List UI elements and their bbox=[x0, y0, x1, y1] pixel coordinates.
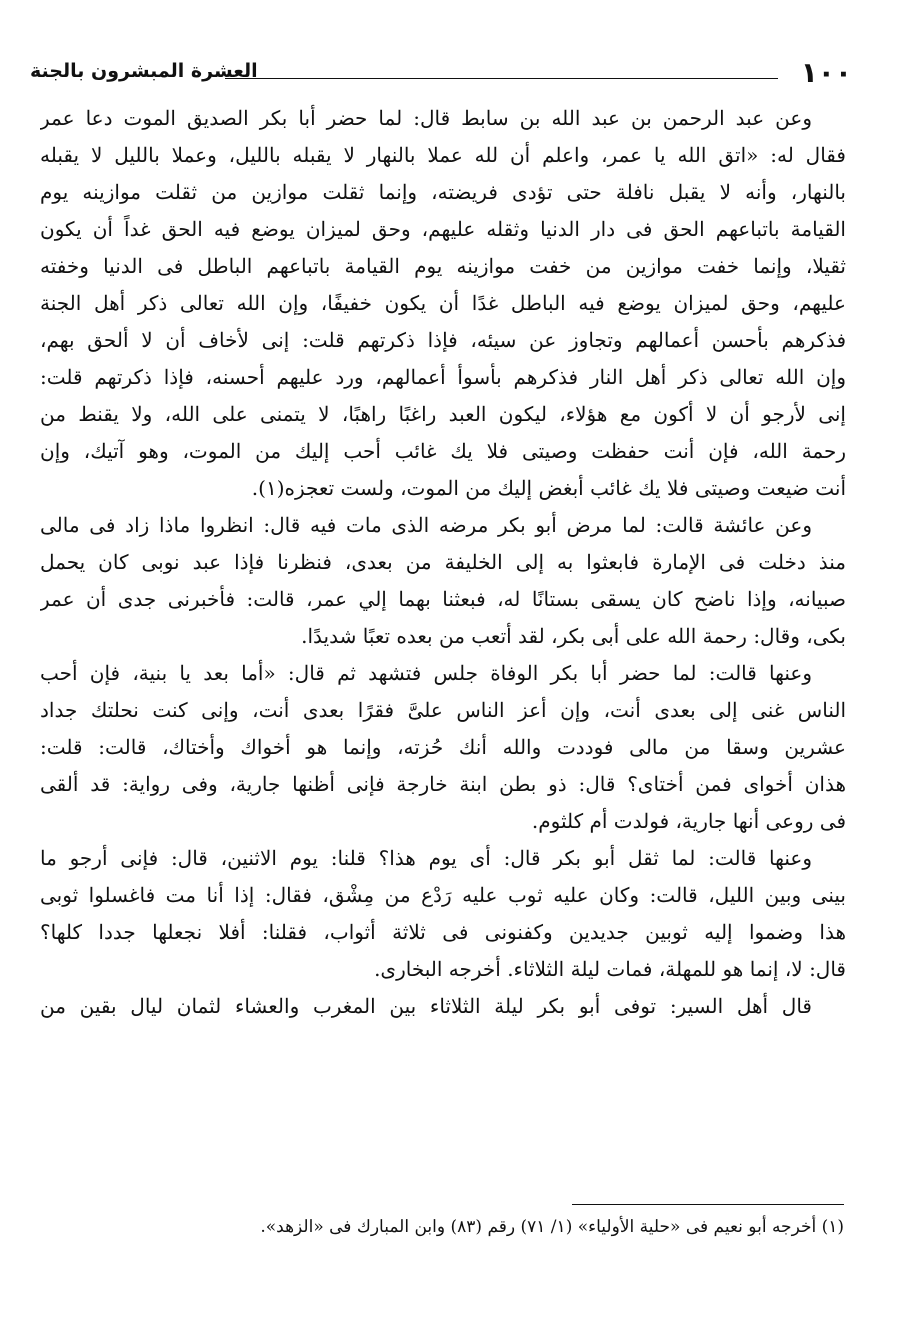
text-line: عليهم، وحق لميزان يوضع فيه الباطل غدًا أن يكون خفيفًا، وإن الله تعالى ذكر أهل الجنة bbox=[40, 291, 846, 315]
text-line: وعن عائشة قالت: لما مرض أبو بكر مرضه الذى مات فيه قال: انظروا ماذا زاد فى مالى bbox=[40, 513, 812, 537]
text-line: ثقيلا، وإنما خفت موازين من خفت موازينه يوم القيامة باتباعهم الباطل فى الدنيا وخفته bbox=[40, 254, 846, 278]
text-line: بكى، وقال: رحمة الله على أبى بكر، لقد أتعب من بعده تعبًا شديدًا. bbox=[301, 624, 846, 648]
text-line: وإن الله تعالى ذكر أهل النار فذكرهم بأسوأ أعمالهم، ورد عليهم أحسنه، فإذا ذكرتهم قلت: bbox=[40, 365, 846, 389]
page-number: ١٠٠ bbox=[800, 56, 852, 89]
text-line: وعن عبد الرحمن بن عبد الله بن سابط قال: لما حضر أبا بكر الصديق الموت دعا عمر bbox=[40, 106, 812, 130]
text-line: الناس غنى إلى بعدى أنت، وإن أعز الناس علىَّ فقرًا بعدى أنت، وإنى كنت نحلتك جداد bbox=[40, 698, 846, 722]
text-line: وعنها قالت: لما ثقل أبو بكر قال: أى يوم هذا؟ قلنا: يوم الاثنين، قال: فإنى أرجو ما bbox=[40, 846, 812, 870]
text-line: قال أهل السير: توفى أبو بكر ليلة الثلاثاء بين المغرب والعشاء لثمان ليال بقين من bbox=[40, 994, 812, 1018]
text-line: فذكرهم بأحسن أعمالهم وتجاوز عن سيئه، فإذا ذكرتهم قلت: إنى لأخاف أن لا ألحق بهم، bbox=[40, 328, 846, 352]
text-line: فقال له: «اتق الله يا عمر، واعلم أن لله عملا بالنهار لا يقبله بالليل، وعملا بالليل لا يقبله bbox=[40, 143, 846, 167]
footnote: (١) أخرجه أبو نعيم فى «حلية الأولياء» (١/ ٧١) رقم (٨٣) وابن المبارك فى «الزهد». bbox=[260, 1217, 844, 1237]
footnote-rule bbox=[572, 1204, 844, 1205]
text-line: أنت ضيعت وصيتى فلا يك غائب أبغض إليك من الموت، ولست تعجزه(١). bbox=[251, 476, 846, 500]
page-header bbox=[30, 56, 852, 96]
header-rule bbox=[225, 78, 778, 79]
text-line: عشرين وسقا من مالى فوددت والله أنك حُزته، وإنما هو أخواك وأختاك، قالت: قلت: bbox=[40, 735, 846, 759]
text-line: وعنها قالت: لما حضر أبا بكر الوفاة جلس فتشهد ثم قال: «أما بعد يا بنية، فإن أحب bbox=[40, 661, 812, 685]
text-line: القيامة باتباعهم الحق فى دار الدنيا وثقله عليهم، وحق لميزان يوضع فيه الحق غداً أن يكون bbox=[40, 217, 846, 241]
text-line: هذان أخواى فمن أختاى؟ قال: ذو بطن ابنة خارجة فإنى أظنها جارية، وفى رواية: قد ألقى bbox=[40, 772, 846, 796]
text-line: بالنهار، وأنه لا يقبل نافلة حتى تؤدى فريضته، وإنما ثقلت موازين من ثقلت موازينه يوم bbox=[40, 180, 846, 204]
text-line: قال: لا، إنما هو للمهلة، فمات ليلة الثلاثاء. أخرجه البخارى. bbox=[374, 957, 846, 981]
text-line: فى روعى أنها جارية، فولدت أم كلثوم. bbox=[531, 809, 846, 833]
text-line: صبيانه، وإذا ناضح كان يسقى بستانًا له، فبعثنا بهما إلي عمر، قالت: فأخبرنى جدى أن عمر bbox=[40, 587, 846, 611]
body-text bbox=[40, 100, 846, 1025]
text-line: رحمة الله، فإن أنت حفظت وصيتى فلا يك غائب أحب إليك من الموت، وهو آتيك، وإن bbox=[40, 439, 846, 463]
text-line: إنى لأرجو أن لا أكون مع هؤلاء، ليكون العبد راغبًا راهبًا، لا يتمنى على الله، ولا يقنط من bbox=[40, 402, 846, 426]
running-title: العشرة المبشرون بالجنة bbox=[30, 60, 258, 82]
text-line: هذا وضموا إليه ثوبين جديدين وكفنونى فى ثلاثة أثواب، فقلنا: أفلا نجعلها جددا كلها؟ bbox=[40, 920, 846, 944]
text-line: بينى وبين الليل، قالت: وكان عليه ثوب عليه رَدْع من مِشْق، فقال: إذا أنا مت فاغسلوا ثوبى bbox=[40, 883, 846, 907]
text-line: منذ دخلت فى الإمارة فابعثوا به إلى الخليفة من بعدى، فنظرنا فإذا عبد نوبى كان يحمل bbox=[40, 550, 846, 574]
